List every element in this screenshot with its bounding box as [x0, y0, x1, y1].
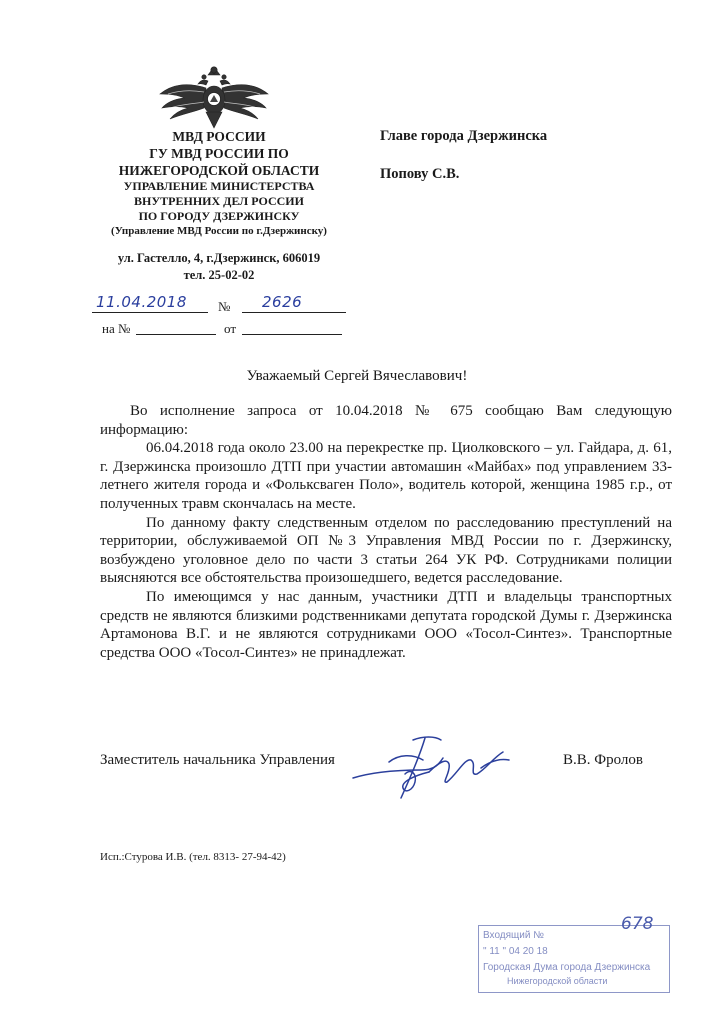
- signatory-name: В.В. Фролов: [563, 752, 643, 768]
- org-line-3: НИЖЕГОРОДСКОЙ ОБЛАСТИ: [118, 163, 320, 178]
- org-line-5: ВНУТРЕННИХ ДЕЛ РОССИИ: [134, 194, 304, 208]
- outgoing-number-handwritten: 2626: [262, 293, 303, 311]
- sender-organization: [96, 128, 342, 284]
- body-paragraph-4: По имеющимся у нас данным, участники ДТП и владельцы транспортных средств не являются близкими родственниками депутата городской Думы г. Дзержинска Артамонова В.Г. и не являются сотрудниками ООО «Тосол-Синтез». Транспортные средства ООО «Тосол-Синтез» не принадлежат.: [100, 588, 672, 661]
- org-address: ул. Гастелло, 4, г.Дзержинск, 606019: [117, 251, 321, 265]
- stamp-incoming-number-label: Входящий №: [483, 930, 544, 941]
- reference-date-label: от: [224, 321, 237, 336]
- reference-number-label: на №: [102, 321, 131, 336]
- mvd-emblem-icon: [158, 64, 270, 130]
- letter-body: [100, 402, 672, 662]
- signatory-position: Заместитель начальника Управления: [100, 752, 335, 768]
- incoming-reference: [100, 318, 344, 338]
- outgoing-date-underline: [92, 312, 208, 313]
- reference-date-underline: [242, 334, 342, 335]
- org-line-2: ГУ МВД РОССИИ ПО: [149, 146, 289, 161]
- body-paragraph-3: По данному факту следственным отделом по расследованию преступлений на территории, обслуживаемой ОП №3 Управления МВД России по г. Дзержинску, возбуждено уголовное дело по части 3 статьи 264 УК РФ. Сотрудниками полиции выясняются все обстоятельства произошедшего, ведется расследование.: [100, 514, 672, 587]
- executor-contact: Исп.:Стурова И.В. (тел. 8313- 27-94-42): [100, 851, 286, 863]
- body-paragraph-1: Во исполнение запроса от 10.04.2018 № 675 сообщаю Вам следующую информацию:: [100, 403, 672, 438]
- stamp-organization: Городская Дума города Дзержинска: [483, 962, 651, 973]
- stamp-region: Нижегородской области: [507, 976, 608, 986]
- org-line-4: УПРАВЛЕНИЕ МИНИСТЕРСТВА: [123, 179, 315, 193]
- body-paragraph-2: 06.04.2018 года около 23.00 на перекрестке пр. Циолковского – ул. Гайдара, д. 61, г. Дзержинска произошло ДТП при участии автомашин «Майбах» под управлением 33-летнего жителя города и «Фольксваген Поло», водитель которой, женщина 1985 г.р., от полученных травм скончалась на месте.: [100, 440, 672, 512]
- handwritten-signature: [343, 728, 523, 806]
- stamp-date-line: " 11 " 04 20 18: [483, 946, 548, 957]
- incoming-registration-stamp: [478, 914, 670, 993]
- org-line-1: МВД РОССИИ: [172, 129, 266, 144]
- salutation: Уважаемый Сергей Вячеславович!: [246, 368, 468, 384]
- outgoing-date-handwritten: 11.04.2018: [96, 293, 187, 311]
- reference-number-underline: [136, 334, 216, 335]
- outgoing-number-sign: №: [218, 299, 231, 314]
- addressee-title: Главе города Дзержинска: [380, 128, 548, 144]
- org-phone: тел. 25-02-02: [183, 268, 255, 282]
- org-line-7: (Управление МВД России по г.Дзержинску): [111, 225, 327, 237]
- stamp-handwritten-number: 678: [621, 914, 654, 934]
- org-line-6: ПО ГОРОДУ ДЗЕРЖИНСКУ: [138, 209, 300, 223]
- outgoing-number-underline: [242, 312, 346, 313]
- addressee-name: Попову С.В.: [380, 166, 460, 182]
- outgoing-reference: [92, 291, 344, 317]
